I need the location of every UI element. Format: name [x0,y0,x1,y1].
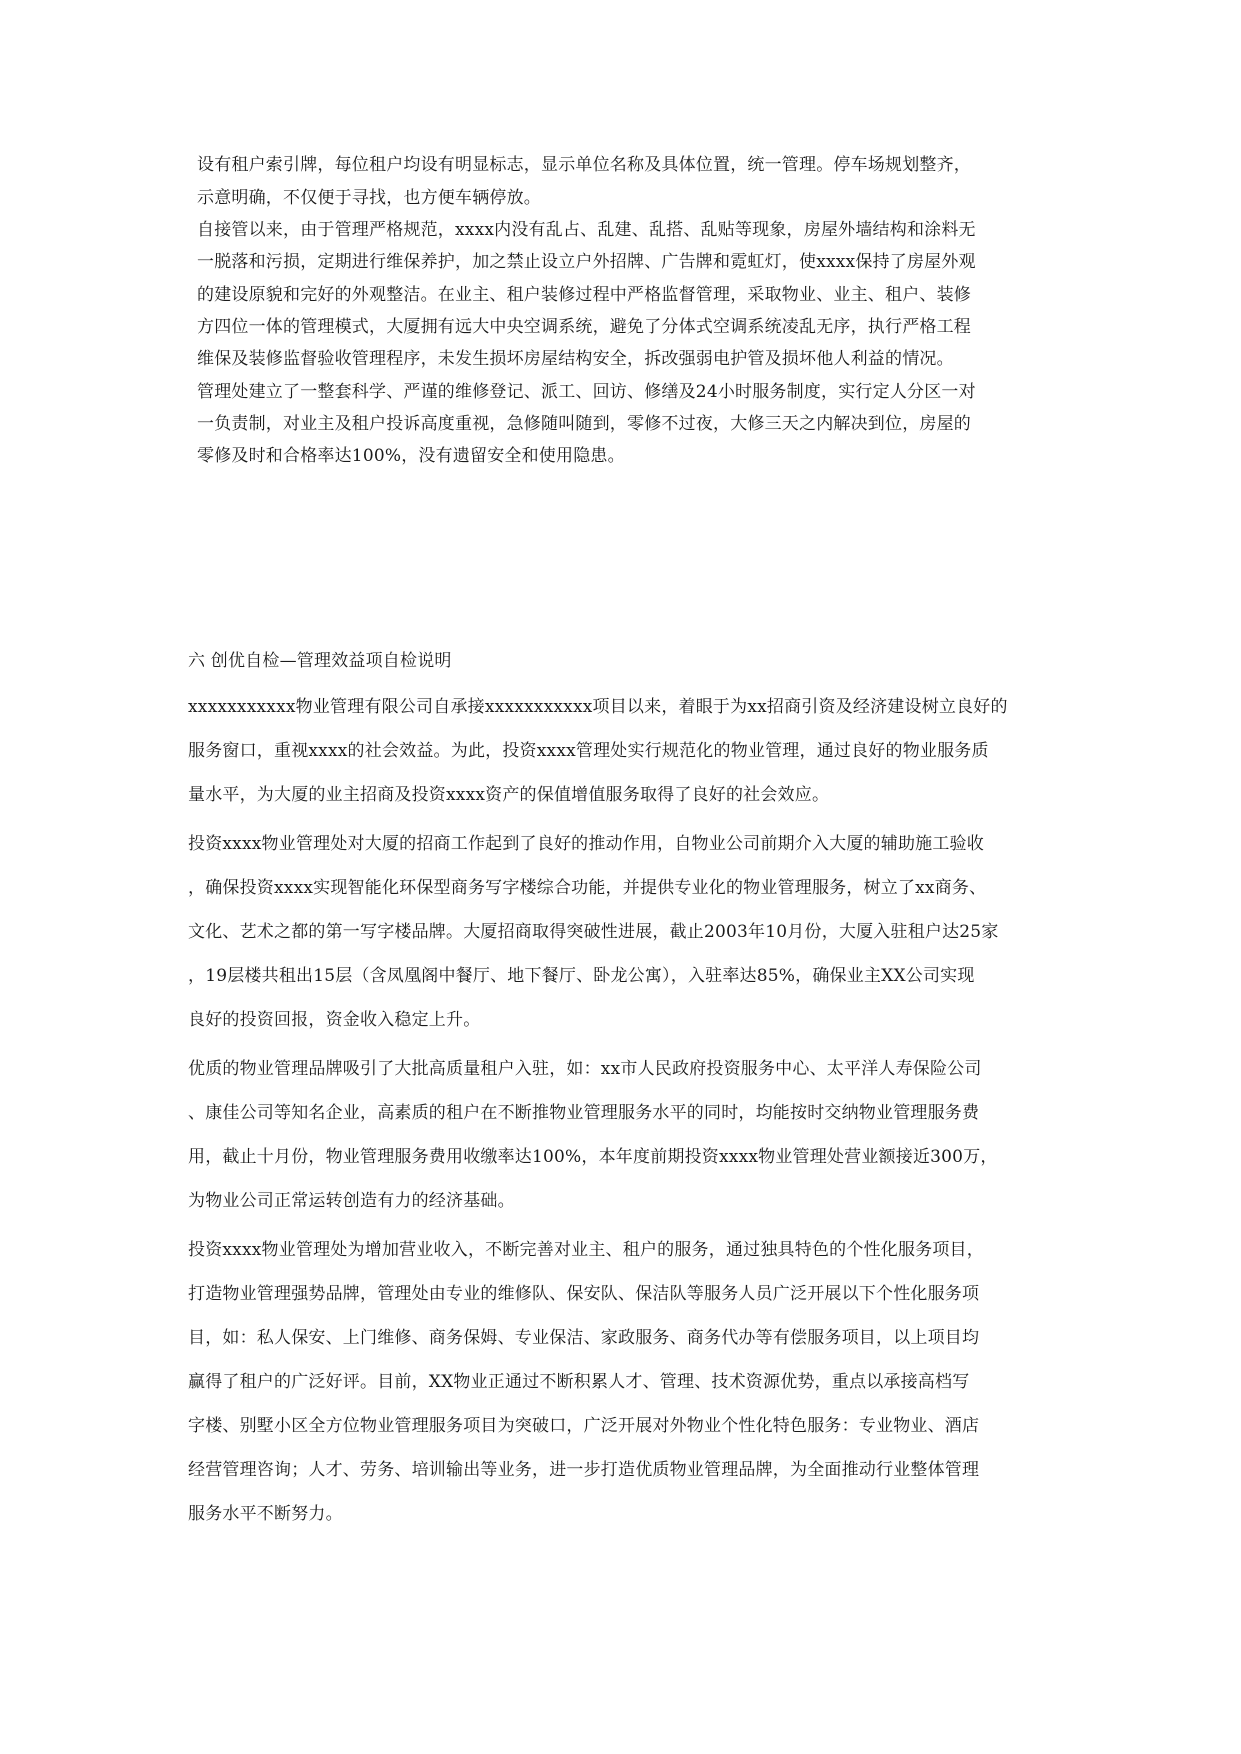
top-line-6: 方四位一体的管理模式，大厦拥有远大中央空调系统，避免了分体式空调系统凌乱无序，执行严格工程 [197,317,971,337]
bottom-line-12: 为物业公司正常运转创造有力的经济基础。 [188,1191,515,1211]
top-line-2: 示意明确，不仅便于寻找，也方便车辆停放。 [197,188,541,208]
bottom-line-2: 服务窗口，重视xxxx的社会效益。为此，投资xxxx管理处实行规范化的物业管理，通过良好的物业服务质 [188,741,989,761]
top-line-9: 一负责制，对业主及租户投诉高度重视，急修随叫随到，零修不过夜，大修三天之内解决到位，房屋的 [197,414,971,434]
bottom-line-6: 文化、艺术之都的第一写字楼品牌。大厦招商取得突破性进展，截止2003年10月份，大厦入驻租户达25家 [188,922,999,942]
bottom-line-14: 打造物业管理强势品牌，管理处由专业的维修队、保安队、保洁队等服务人员广泛开展以下个性化服务项 [188,1284,980,1304]
top-line-4: 一脱落和污损，定期进行维保养护，加之禁止设立户外招牌、广告牌和霓虹灯，使xxxx保持了房屋外观 [197,252,976,272]
bottom-line-17: 字楼、别墅小区全方位物业管理服务项目为突破口，广泛开展对外物业个性化特色服务：专业物业、酒店 [188,1416,980,1436]
top-line-3: 自接管以来，由于管理严格规范，xxxx内没有乱占、乱建、乱搭、乱贴等现象，房屋外墙结构和涂料无 [197,220,976,240]
top-line-8: 管理处建立了一整套科学、严谨的维修登记、派工、回访、修缮及24小时服务制度，实行定人分区一对 [197,382,976,402]
bottom-line-9: 优质的物业管理品牌吸引了大批高质量租户入驻，如：xx市人民政府投资服务中心、太平洋人寿保险公司 [188,1059,982,1079]
bottom-line-19: 服务水平不断努力。 [188,1504,343,1524]
bottom-line-5: ，确保投资xxxx实现智能化环保型商务写字楼综合功能，并提供专业化的物业管理服务，树立了xx商务、 [188,878,987,898]
bottom-line-18: 经营管理咨询；人才、劳务、培训输出等业务，进一步打造优质物业管理品牌，为全面推动行业整体管理 [188,1460,980,1480]
bottom-line-11: 用，截止十月份，物业管理服务费用收缴率达100%，本年度前期投资xxxx物业管理处营业额接近300万， [188,1147,998,1167]
bottom-line-16: 赢得了租户的广泛好评。目前，XX物业正通过不断积累人才、管理、技术资源优势，重点以承接高档写 [188,1372,970,1392]
top-line-5: 的建设原貌和完好的外观整洁。在业主、租户装修过程中严格监督管理，采取物业、业主、租户、装修 [197,285,971,305]
bottom-line-15: 目，如：私人保安、上门维修、商务保姆、专业保洁、家政服务、商务代办等有偿服务项目，以上项目均 [188,1328,980,1348]
bottom-line-1: xxxxxxxxxxx物业管理有限公司自承接xxxxxxxxxxx项目以来，着眼于为xx招商引资及经济建设树立良好的 [188,697,1008,717]
bottom-line-8: 良好的投资回报，资金收入稳定上升。 [188,1010,481,1030]
top-line-7: 维保及装修监督验收管理程序，未发生损坏房屋结构安全，拆改强弱电护管及损坏他人利益的情况。 [197,349,954,369]
top-line-1: 设有租户索引牌，每位租户均设有明显标志，显示单位名称及具体位置，统一管理。停车场规划整齐， [197,155,971,175]
top-line-10: 零修及时和合格率达100%，没有遗留安全和使用隐患。 [197,446,625,466]
bottom-line-13: 投资xxxx物业管理处为增加营业收入，不断完善对业主、租户的服务，通过独具特色的个性化服务项目， [188,1240,984,1260]
bottom-line-7: ，19层楼共租出15层（含凤凰阁中餐厅、地下餐厅、卧龙公寓），入驻率达85%，确保业主XX公司实现 [188,966,975,986]
section-heading-text: 六 创优自检—管理效益项自检说明 [188,651,452,671]
bottom-line-4: 投资xxxx物业管理处对大厦的招商工作起到了良好的推动作用，自物业公司前期介入大厦的辅助施工验收 [188,834,984,854]
bottom-line-3: 量水平，为大厦的业主招商及投资xxxx资产的保值增值服务取得了良好的社会效应。 [188,785,830,805]
bottom-line-10: 、康佳公司等知名企业，高素质的租户在不断推物业管理服务水平的同时，均能按时交纳物业管理服务费 [188,1103,980,1123]
